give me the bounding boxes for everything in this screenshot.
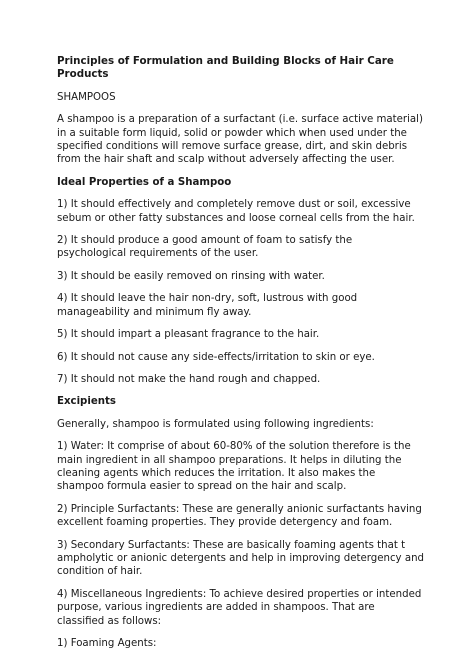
ideal-property-item: 7) It should not make the hand rough and chapped.: [57, 373, 321, 385]
excipient-item: 2) Principle Surfactants: These are generally anionic surfactants having excellent foaming properties. They provide detergency and foam.: [57, 503, 422, 529]
section-label: SHAMPOOS: [57, 91, 116, 103]
excipient-item: 1) Water: It comprise of about 60-80% of the solution therefore is the main ingredient in all shampoo preparations. It helps in diluting the cleaning agents which reduces the irritation. It also makes the shampoo formula easier to spread on the hair and scalp.: [57, 441, 411, 493]
excipient-item: 1) Foaming Agents:: [57, 638, 157, 649]
intro-paragraph: A shampoo is a preparation of a surfactant (i.e. surface active material) in a suitable form liquid, solid or powder which when used under the specified conditions will remove surface grease, dirt, and skin debris from the hair shaft and scalp without adversely affecting the user.: [57, 114, 423, 166]
ideal-property-item: 1) It should effectively and completely remove dust or soil, excessive sebum or other fatty substances and loose corneal cells from the hair.: [57, 199, 415, 224]
ideal-property-item: 4) It should leave the hair non-dry, soft, lustrous with good manageability and minimum fly away.: [57, 293, 358, 318]
excipients-heading: Excipients: [57, 396, 116, 408]
ideal-property-item: 5) It should impart a pleasant fragrance to the hair.: [57, 329, 320, 341]
excipient-item: 4) Miscellaneous Ingredients: To achieve desired properties or intended purpose, various ingredients are added in shampoos. That are classified as follows:: [57, 588, 422, 627]
excipients-intro: Generally, shampoo is formulated using following ingredients:: [57, 418, 374, 430]
excipient-item: 3) Secondary Surfactants: These are basically foaming agents that t ampholytic or anionic detergents and help in improving detergency and condition of hair.: [57, 539, 424, 578]
ideal-property-item: 6) It should not cause any side-effects/irritation to skin or eye.: [57, 351, 375, 363]
ideal-property-item: 2) It should produce a good amount of foam to satisfy the psychological requirements of the user.: [57, 235, 353, 260]
ideal-properties-heading: Ideal Properties of a Shampoo: [57, 176, 232, 188]
document-title: Principles of Formulation and Building Blocks of Hair Care Products: [57, 55, 394, 81]
ideal-property-item: 3) It should be easily removed on rinsing with water.: [57, 270, 325, 282]
